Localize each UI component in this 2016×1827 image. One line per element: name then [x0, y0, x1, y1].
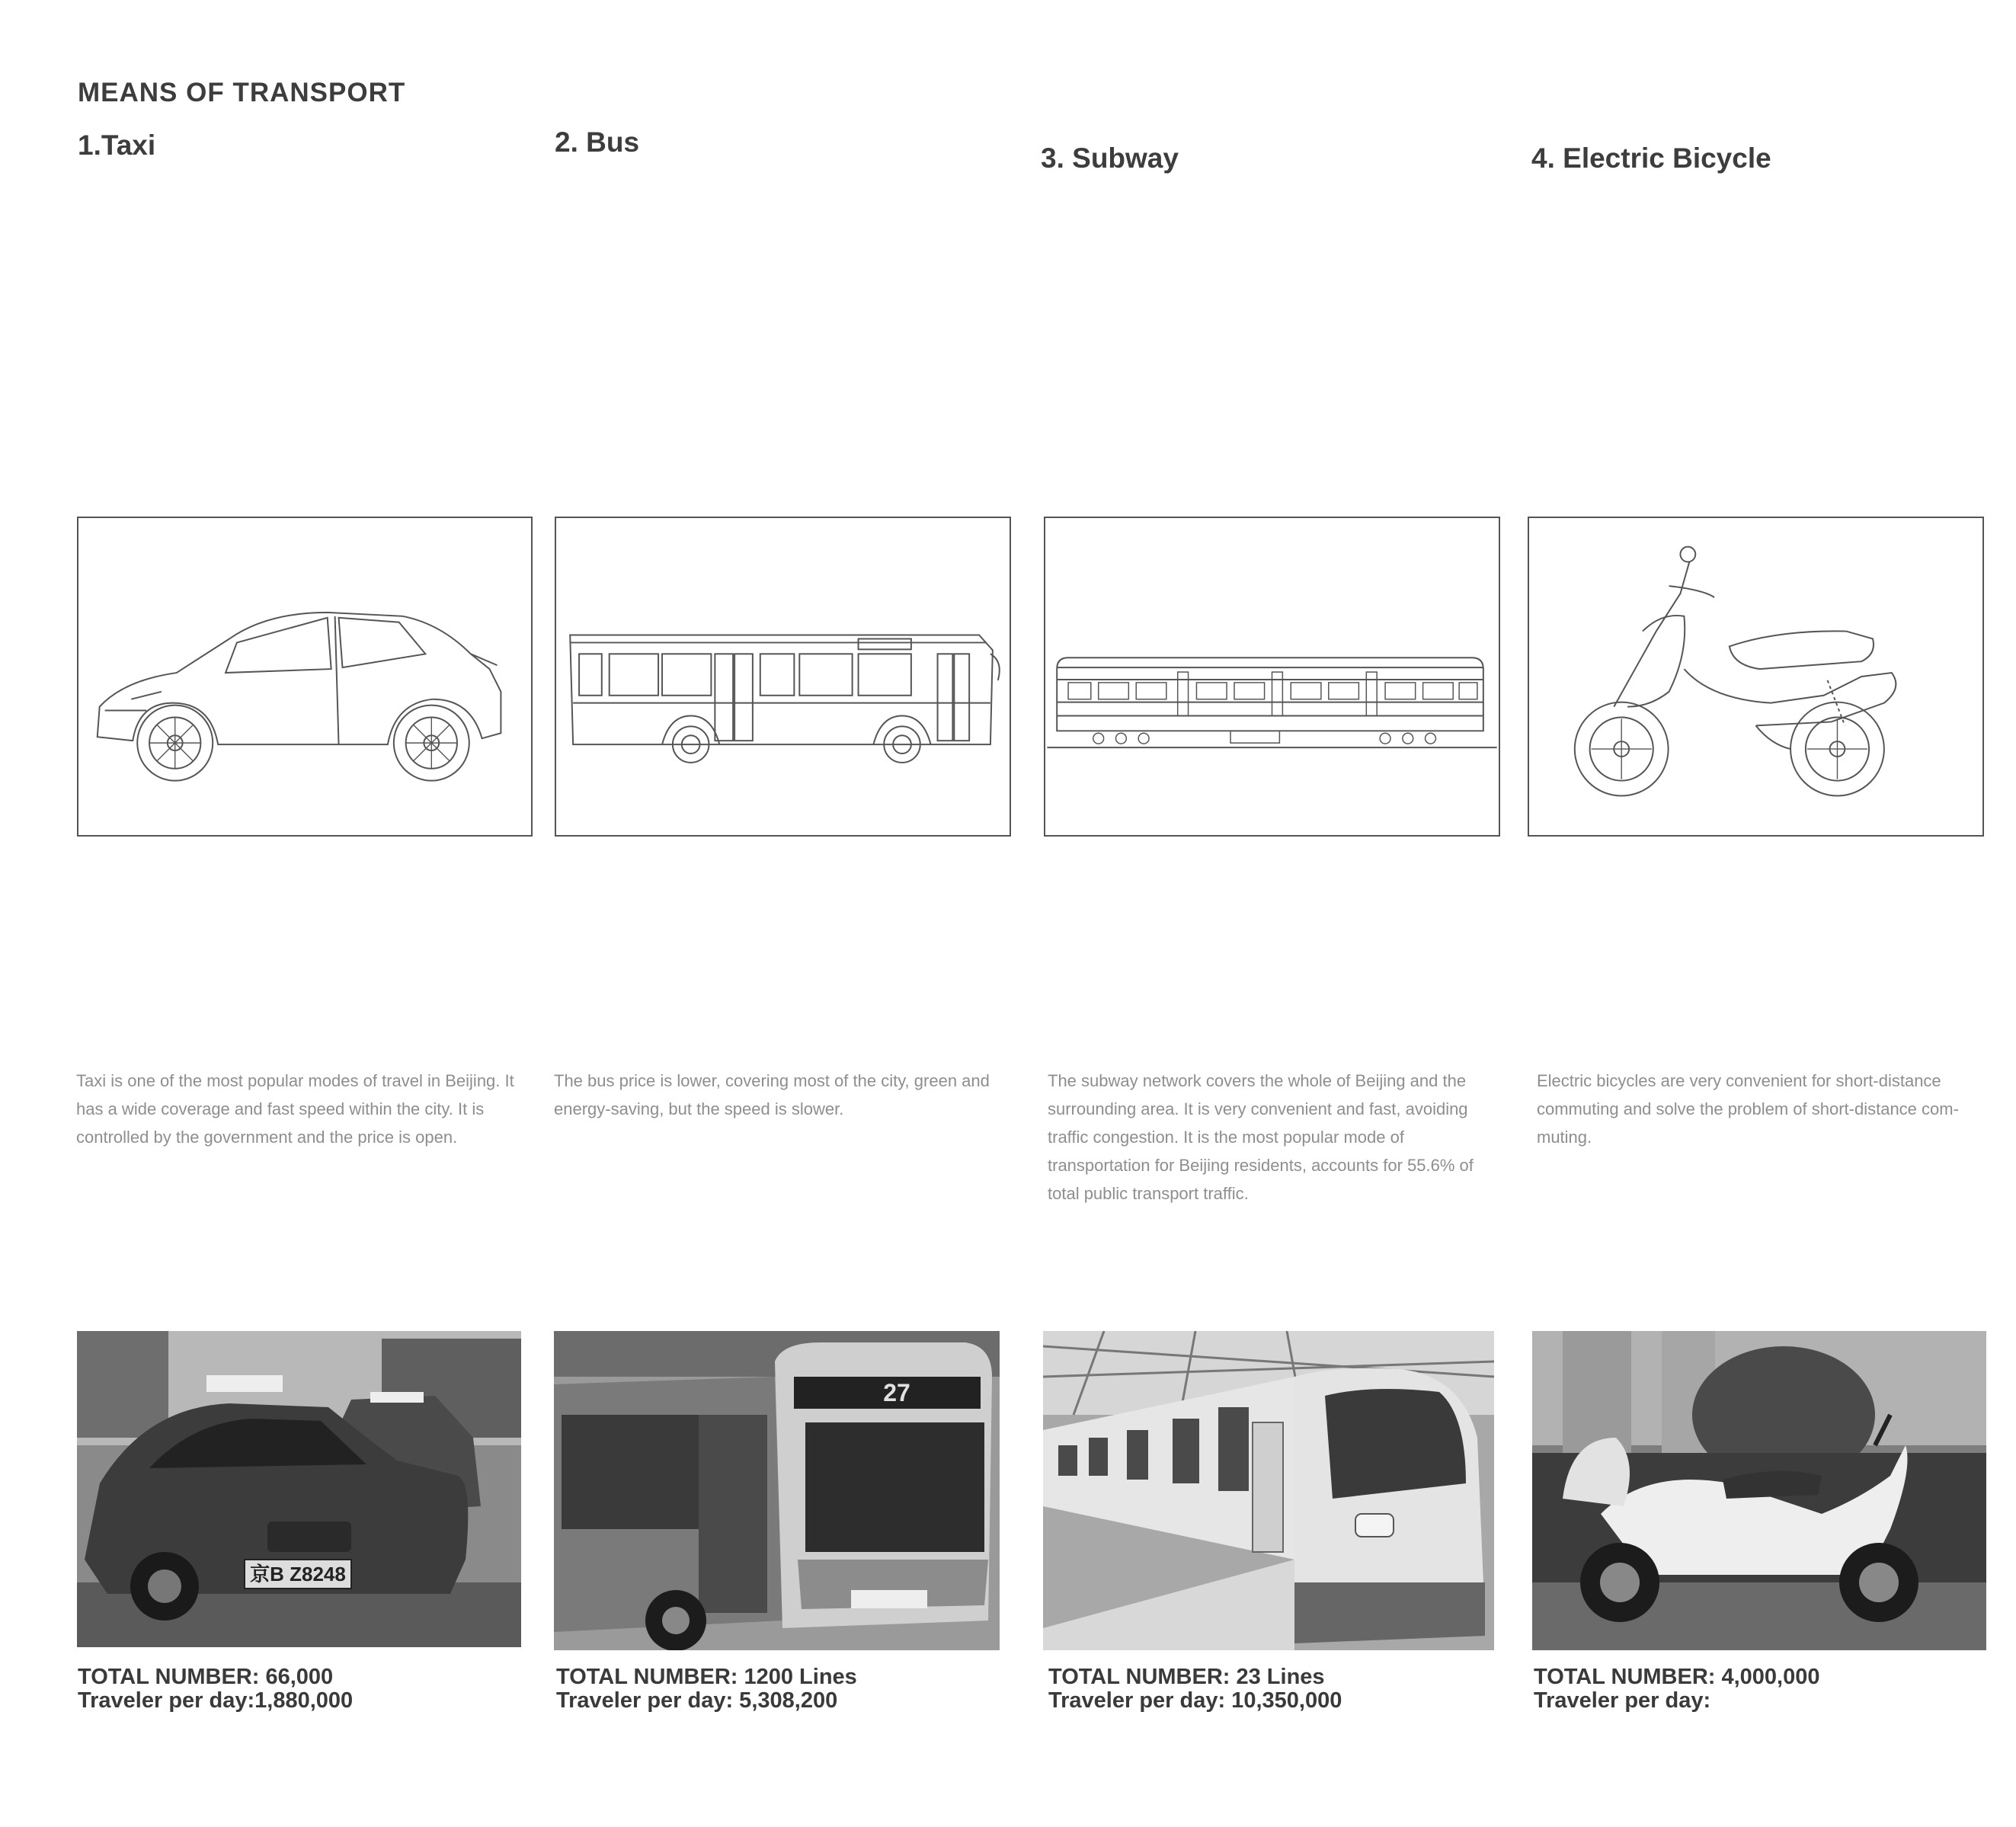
bus-total-number: TOTAL NUMBER: 1200 Lines — [556, 1665, 857, 1689]
taxi-photo — [77, 1331, 521, 1647]
bus-description: The bus price is lower, covering most of the city, green and energy-saving, but the speed is slower. — [554, 1071, 990, 1118]
subway-total-number: TOTAL NUMBER: 23 Lines — [1048, 1665, 1325, 1689]
taxi-plate-text: 京B Z8248 — [250, 1563, 346, 1585]
taxi-traveler-per-day: Traveler per day:1,880,000 — [78, 1688, 354, 1713]
bus-photo — [554, 1331, 1000, 1650]
bus-traveler-per-day: Traveler per day: 5,308,200 — [556, 1688, 838, 1713]
electric-bicycle-traveler-per-day: Traveler per day: — [1534, 1688, 1711, 1713]
subway-traveler-per-day: Traveler per day: 10,350,000 — [1048, 1688, 1342, 1713]
taxi-title: 1.Taxi — [78, 130, 156, 161]
electric-bicycle-title: 4. Electric Bicycle — [1531, 142, 1771, 174]
subway-photo — [1043, 1331, 1494, 1650]
taxi-description: Taxi is one of the most popular modes of travel in Beijing. It has a wide coverage and fast speed within the city. It is controlled by the government and the price is open. — [76, 1071, 514, 1147]
taxi-total-number: TOTAL NUMBER: 66,000 — [78, 1665, 334, 1689]
electric-bicycle-description: Electric bicycles are very convenient for short-distance commuting and solve the problem of short-distance com-muting. — [1537, 1071, 1959, 1147]
subway-line-drawing — [1044, 517, 1500, 837]
subway-description: The subway network covers the whole of Beijing and the surrounding area. It is very convenient and fast, avoiding traffic congestion. It is the most popular mode of transportation for Beijing residents, accounts for 55.6% of total public transport traffic. — [1048, 1071, 1474, 1203]
bus-title: 2. Bus — [555, 126, 640, 158]
bus-route-number: 27 — [883, 1379, 910, 1406]
car-line-drawing — [77, 517, 533, 837]
electric-bicycle-photo — [1532, 1331, 1986, 1650]
electric-bicycle-total-number: TOTAL NUMBER: 4,000,000 — [1534, 1665, 1820, 1689]
subway-title: 3. Subway — [1041, 142, 1179, 174]
page-title: MEANS OF TRANSPORT — [78, 78, 406, 107]
scooter-line-drawing — [1528, 517, 1984, 837]
bus-line-drawing — [555, 517, 1011, 837]
